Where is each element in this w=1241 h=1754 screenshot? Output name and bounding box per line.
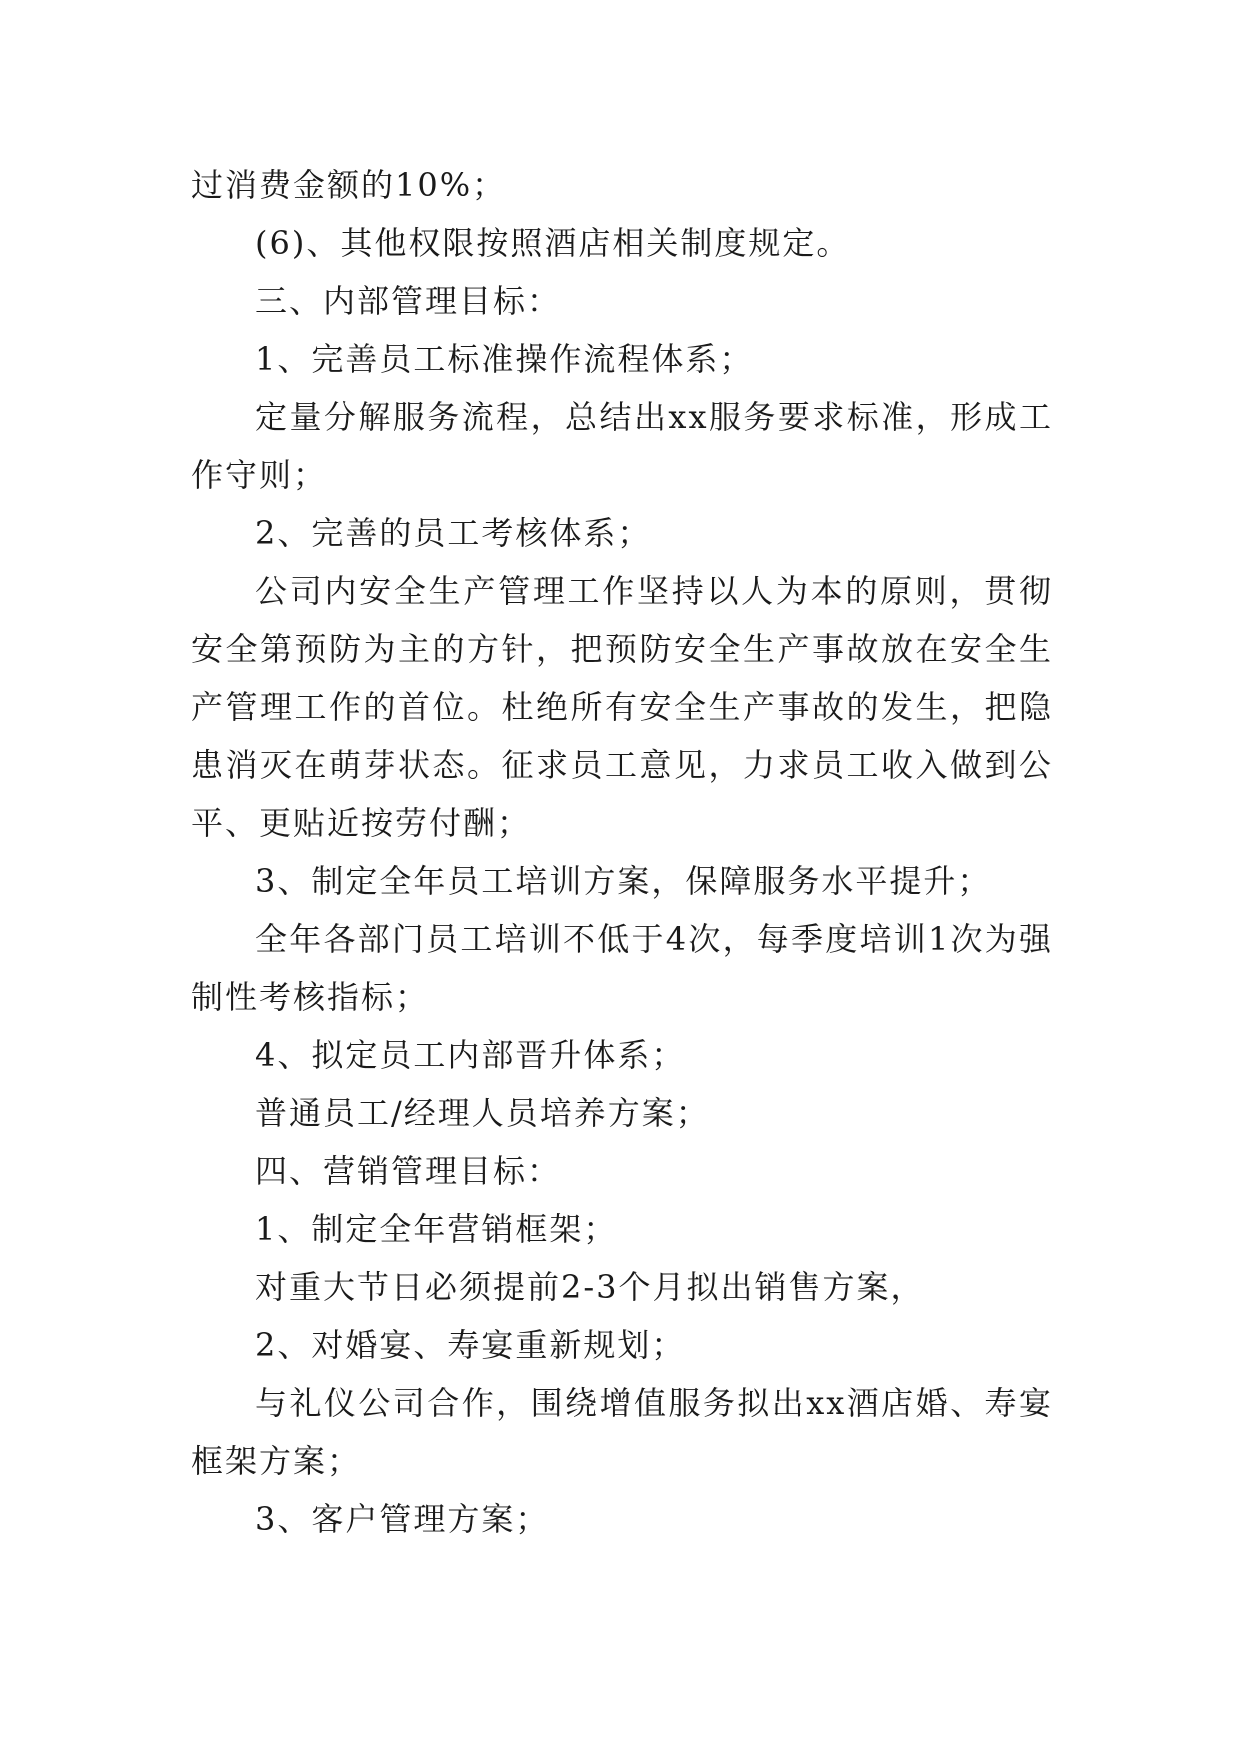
paragraph: 公司内安全生产管理工作坚持以人为本的原则，贯彻安全第预防为主的方针，把预防安全生产事故放在安全生产管理工作的首位。杜绝所有安全生产事故的发生，把隐患消灭在萌芽状态。征求员工意见，力求员工收入做到公平、更贴近按劳付酬； [191, 572, 1053, 842]
paragraph: 与礼仪公司合作，围绕增值服务拟出xx酒店婚、寿宴框架方案； [191, 1384, 1053, 1480]
paragraph: 普通员工/经理人员培养方案； [255, 1094, 710, 1132]
list-item-heading: 4、拟定员工内部晋升体系； [255, 1036, 686, 1074]
list-item-heading: 2、对婚宴、寿宴重新规划； [255, 1326, 686, 1364]
paragraph: (6)、其他权限按照酒店相关制度规定。 [255, 224, 851, 262]
paragraph: 全年各部门员工培训不低于4次，每季度培训1次为强制性考核指标； [191, 920, 1053, 1016]
section-heading: 三、内部管理目标： [255, 282, 562, 320]
paragraph: 定量分解服务流程，总结出xx服务要求标准，形成工作守则； [191, 398, 1053, 494]
list-item-heading: 1、完善员工标准操作流程体系； [255, 340, 754, 378]
list-item-heading: 3、客户管理方案； [255, 1500, 550, 1538]
paragraph: 过消费金额的10%； [191, 166, 507, 204]
list-item-heading: 3、制定全年员工培训方案，保障服务水平提升； [255, 862, 992, 900]
list-item-heading: 2、完善的员工考核体系； [255, 514, 652, 552]
section-heading: 四、营销管理目标： [255, 1152, 562, 1190]
document-body [191, 156, 1053, 1548]
paragraph: 对重大节日必须提前2-3个月拟出销售方案， [255, 1268, 925, 1306]
list-item-heading: 1、制定全年营销框架； [255, 1210, 618, 1248]
